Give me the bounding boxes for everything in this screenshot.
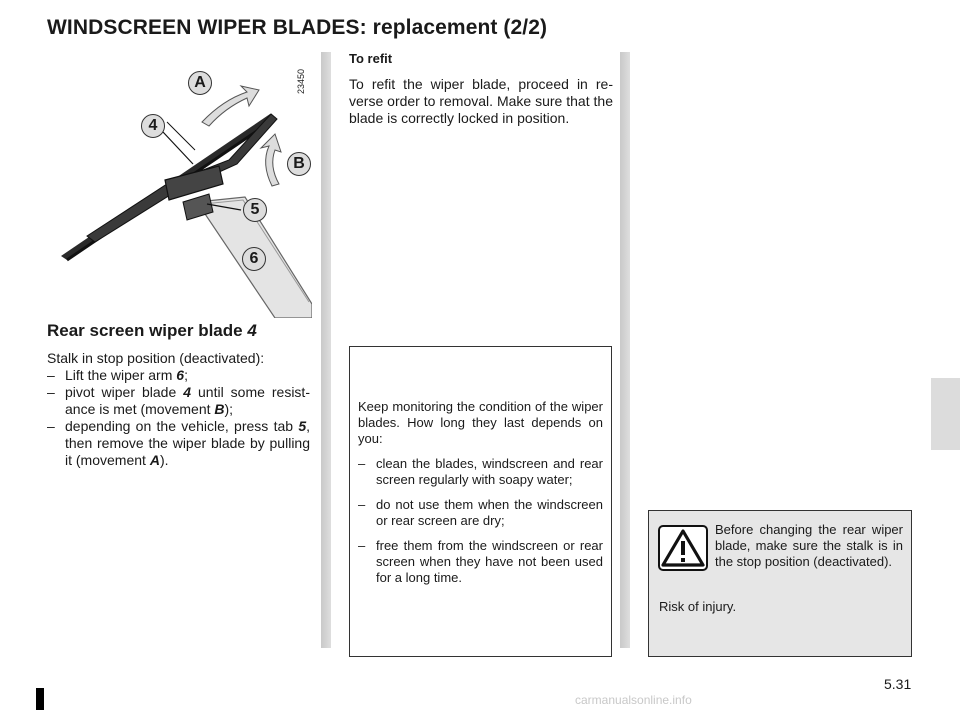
label-b: B (287, 152, 311, 176)
rear-wiper-steps (47, 350, 310, 469)
illustration-code: 23450 (296, 68, 306, 94)
column-divider-left (321, 52, 331, 648)
label-6: 6 (242, 247, 266, 271)
note-item-text: clean the blades, windscreen and rear screen regularly with soapy water; (376, 456, 603, 487)
step-text: depending on the vehicle, press tab (65, 418, 299, 434)
warning-risk: Risk of injury. (659, 599, 737, 614)
note-item (358, 456, 603, 488)
step-item (47, 418, 310, 469)
note-item (358, 497, 603, 529)
rear-wiper-heading-text: Rear screen wiper blade (47, 321, 248, 340)
column-divider-right (620, 52, 630, 648)
wiper-blade-drawing (47, 52, 312, 318)
step-item (47, 384, 310, 418)
watermark: carmanualsonline.info (575, 693, 692, 707)
note-lead: Keep monitoring the condition of the wiper blades. How long they last depends on you: (358, 399, 603, 446)
steps-lead: Stalk in stop position (deactivated): (47, 350, 265, 366)
maintenance-note (358, 399, 603, 595)
label-4: 4 (141, 114, 165, 138)
step-item (47, 367, 310, 384)
chapter-side-tab (931, 378, 960, 450)
page-number: 5.31 (884, 676, 912, 692)
step-text: ; (184, 367, 188, 383)
step-ref: A (149, 452, 160, 468)
step-ref: 4 (183, 384, 192, 400)
label-5: 5 (243, 198, 267, 222)
step-text: ). (159, 452, 169, 468)
warning-text: Before changing the rear wiper blade, make sure the stalk is in the stop position (deactivated). (715, 522, 903, 569)
wiper-illustration (47, 52, 312, 318)
step-ref: B (214, 401, 225, 417)
note-dash: – (358, 538, 366, 553)
note-item-text: do not use them when the windscreen or rear screen are dry; (376, 497, 603, 528)
step-dash: – (47, 418, 55, 434)
page-title: WINDSCREEN WIPER BLADES: replacement (2/2) (47, 16, 548, 39)
warning-box (648, 510, 912, 657)
step-ref: 5 (298, 418, 307, 434)
step-text: , then remove the wiper blade by pulling it (movement (65, 418, 310, 468)
note-item (358, 538, 603, 586)
step-text: ); (224, 401, 234, 417)
step-text: until some resistance is met (movement (65, 384, 310, 417)
refit-text: To refit the wiper blade, proceed in reverse order to removal. Make sure that the blade is correctly locked in position. (349, 76, 613, 126)
maintenance-note-box (349, 346, 612, 657)
note-item-text: free them from the windscreen or rear screen when they have not been used for a long time. (376, 538, 603, 585)
step-text: pivot wiper blade (65, 384, 184, 400)
step-dash: – (47, 384, 55, 400)
step-ref: 6 (176, 367, 185, 383)
refit-title: To refit (349, 51, 393, 66)
step-text: Lift the wiper arm (65, 367, 177, 383)
warning-triangle-icon (658, 525, 708, 571)
corner-marker (36, 688, 44, 710)
rear-wiper-heading (47, 321, 257, 341)
note-dash: – (358, 497, 366, 512)
label-a: A (188, 71, 212, 95)
rear-wiper-heading-ref: 4 (247, 321, 257, 340)
step-dash: – (47, 367, 55, 383)
note-dash: – (358, 456, 366, 471)
